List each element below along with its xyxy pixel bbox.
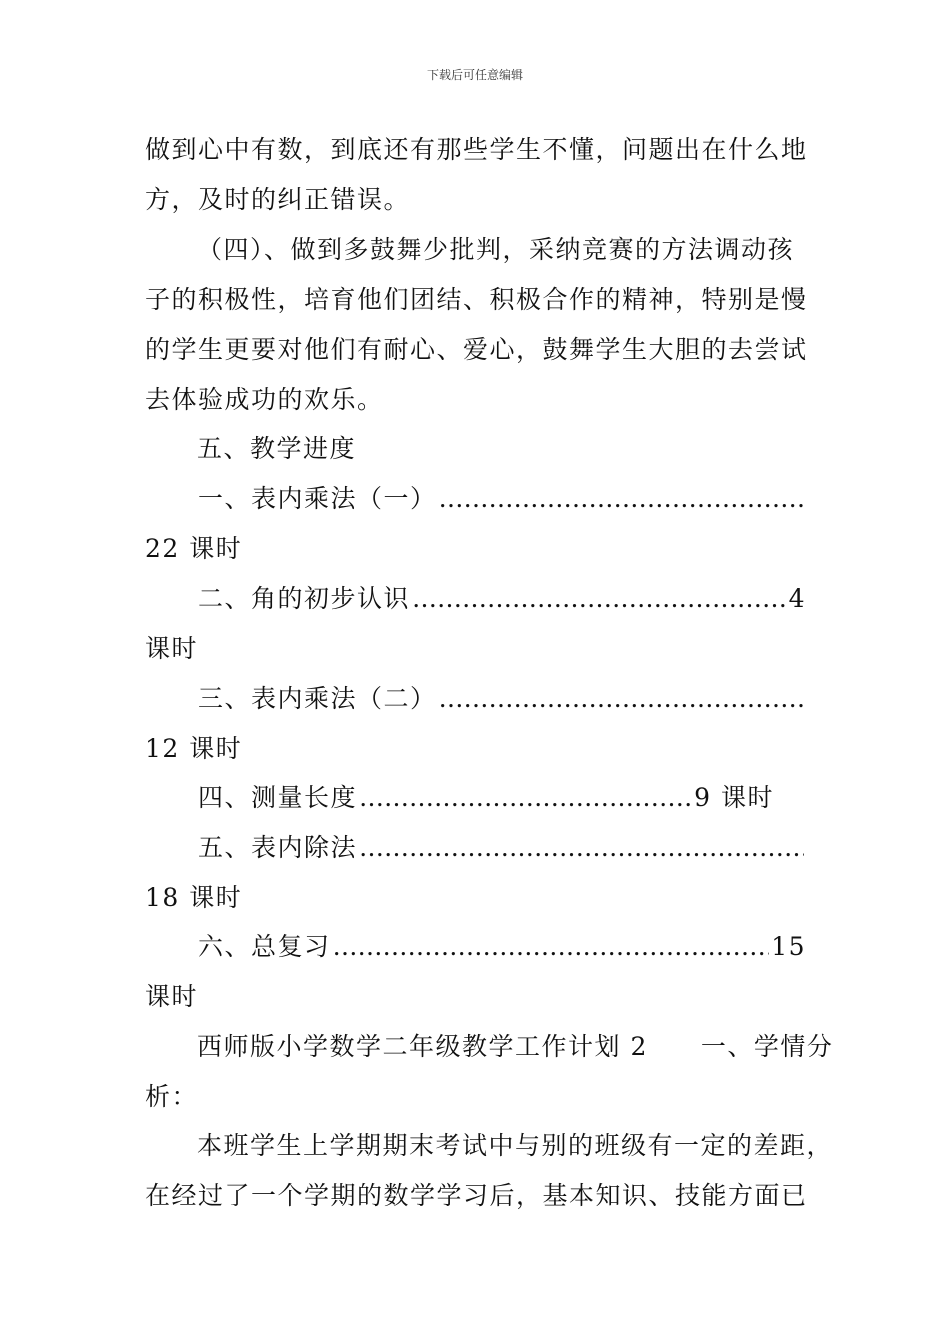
schedule-item-label: 三、表内乘法（二） xyxy=(198,684,437,713)
schedule-item xyxy=(198,584,806,614)
leader-dots xyxy=(439,684,804,714)
schedule-item-hours-wrap: 12 课时 xyxy=(145,734,243,763)
schedule-item-hours-wrap: 18 课时 xyxy=(145,883,243,912)
schedule-item-hours-wrap: 课时 xyxy=(145,982,199,1011)
leader-dots xyxy=(359,783,692,813)
schedule-item-label: 六、总复习 xyxy=(198,932,331,961)
paragraph-line: 本班学生上学期期末考试中与别的班级有一定的差距， xyxy=(197,1131,834,1160)
leader-dots xyxy=(359,833,804,863)
schedule-item xyxy=(198,833,806,863)
plan-title-wrap: 析： xyxy=(145,1082,199,1111)
paragraph-line: 去体验成功的欢乐。 xyxy=(145,385,384,414)
schedule-item xyxy=(198,783,774,813)
schedule-item-hours: 4 xyxy=(788,584,806,613)
plan-title: 西师版小学数学二年级教学工作计划 2 一、学情分 xyxy=(197,1032,834,1061)
paragraph-line: 在经过了一个学期的数学学习后，基本知识、技能方面已 xyxy=(145,1181,808,1210)
paragraph-line: （四）、做到多鼓舞少批判，采纳竞赛的方法调动孩 xyxy=(197,235,795,264)
page-header: 下载后可任意编辑 xyxy=(426,68,523,82)
schedule-item-hours-wrap: 22 课时 xyxy=(145,534,243,563)
paragraph-line: 子的积极性，培育他们团结、积极合作的精神，特别是慢 xyxy=(145,285,808,314)
paragraph-line: 方，及时的纠正错误。 xyxy=(145,185,411,214)
schedule-item-hours: 9 课时 xyxy=(694,783,774,812)
section-title: 五、教学进度 xyxy=(197,434,357,463)
schedule-item-hours-wrap: 课时 xyxy=(145,634,199,663)
schedule-item xyxy=(198,484,806,514)
paragraph-line: 做到心中有数，到底还有那些学生不懂，问题出在什么地 xyxy=(145,135,808,164)
schedule-item-label: 二、角的初步认识 xyxy=(198,584,411,613)
schedule-item xyxy=(198,932,806,962)
leader-dots xyxy=(333,932,770,962)
schedule-item xyxy=(198,684,806,714)
schedule-item-label: 五、表内除法 xyxy=(198,833,358,862)
paragraph-line: 的学生更要对他们有耐心、爱心，鼓舞学生大胆的去尝试 xyxy=(145,335,808,364)
schedule-item-label: 四、测量长度 xyxy=(198,783,358,812)
schedule-item-hours: 15 xyxy=(771,932,806,961)
leader-dots xyxy=(439,484,804,514)
schedule-item-label: 一、表内乘法（一） xyxy=(198,484,437,513)
leader-dots xyxy=(412,584,787,614)
